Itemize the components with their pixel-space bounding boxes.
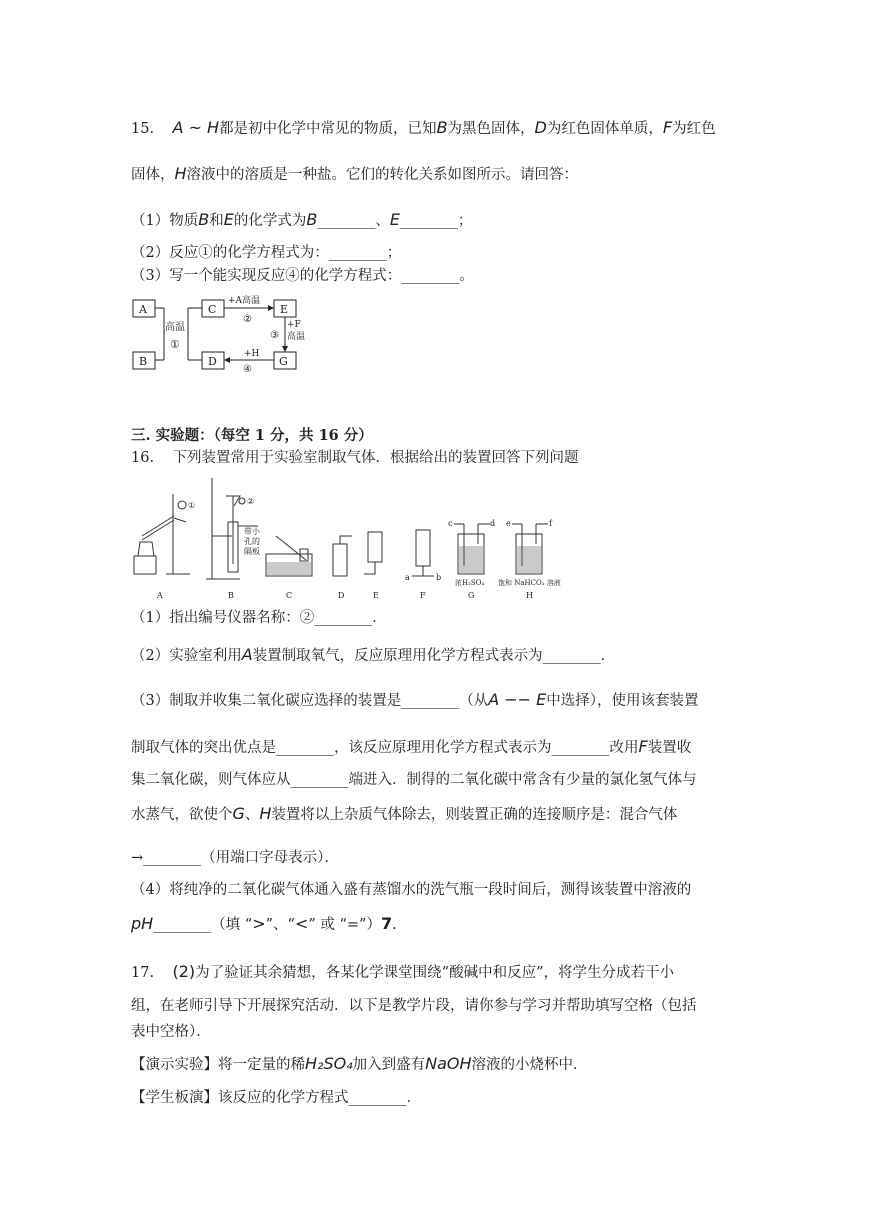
conversion-diagram: [128, 292, 318, 374]
var: D: [534, 118, 547, 137]
text: 溶液的小烧杯中．: [471, 1057, 588, 1073]
symbol-gt: >: [252, 914, 266, 933]
q16-sub4: （4）将纯净的二氧化碳气体通入盛有蒸馏水的洗气瓶一段时间后，测得该装置中溶液的: [131, 882, 692, 898]
plate-label-1: 带小: [244, 527, 260, 536]
cond-r3-gaowen: 高温: [287, 332, 306, 342]
port-a: a: [405, 573, 410, 582]
port-c: c: [448, 519, 453, 528]
h-liquid: 饱和 NaHCO₃ 溶液: [498, 579, 561, 587]
question-number: 17.: [131, 965, 155, 981]
q15-line2: [131, 164, 578, 185]
q16-sub3-line2: [131, 737, 691, 758]
text: （2）实验室利用: [131, 648, 242, 664]
text: 和: [209, 213, 224, 229]
text: 为红色固体单质，: [546, 121, 663, 137]
text: 装置将以上杂质气体除去，则装置正确的连接顺序是：混合气体: [271, 807, 678, 823]
app-name-a: A: [157, 591, 163, 600]
var: E: [223, 210, 234, 229]
q17-line1: [131, 962, 674, 983]
g-liquid: 浓H₂SO₄: [455, 579, 485, 587]
node-g: G: [279, 355, 288, 368]
text: 中选择），使用该套装置: [546, 693, 699, 709]
port-f: f: [549, 519, 552, 528]
text: 制取气体的突出优点是________，该反应原理用化学方程式表示为________改用: [131, 740, 639, 756]
q16-sub3-line3: 集二氧化碳，则气体应从________端进入．制得的二氧化碳中常含有少量的氯化氢气体与: [131, 772, 697, 788]
q16-sub4-line2: [131, 914, 397, 935]
var: F: [638, 737, 648, 756]
cond-r3-f: +F: [287, 320, 301, 330]
q17-demo: [131, 1054, 588, 1075]
section-heading: 三. 实验题：（每空 1 分，共 16 分）: [131, 427, 373, 444]
text: 为黑色固体，: [447, 121, 535, 137]
label-1: ①: [188, 501, 196, 510]
var-a-h: A ~ H: [172, 118, 220, 137]
q16-stem: [131, 448, 579, 468]
q15-sub2: （2）反应①的化学方程式为：________；: [131, 245, 402, 261]
text: ________；: [399, 213, 473, 229]
text: 水蒸气，欲使个: [131, 807, 233, 823]
var: B: [198, 210, 210, 229]
q17-line3: 表中空格）．: [131, 1024, 211, 1040]
var: E: [389, 210, 400, 229]
app-name-f: F: [420, 591, 426, 600]
var: A −− E: [488, 690, 547, 709]
q16-sub1: （1）指出编号仪器名称：②________．: [131, 610, 387, 626]
cond-gaowen: 高温: [165, 322, 185, 333]
q16-sub2: [131, 645, 615, 666]
port-e: e: [506, 519, 511, 528]
formula-naoh: NaOH: [425, 1054, 472, 1073]
cond-r2: +A高温: [228, 296, 261, 306]
q15-sub3: （3）写一个能实现反应④的化学方程式：________。: [131, 268, 474, 284]
number-seven: 7: [380, 914, 393, 933]
var: H: [259, 804, 272, 823]
var: B: [436, 118, 448, 137]
text: 装置收: [647, 740, 692, 756]
var: H: [174, 164, 187, 183]
node-d: D: [208, 355, 217, 368]
text: 都是初中化学中常见的物质，已知: [219, 121, 437, 137]
var: F: [662, 118, 673, 137]
reaction-1: ①: [170, 338, 180, 351]
var: B: [306, 210, 318, 229]
var-ph: pH: [131, 914, 154, 933]
text: ________（填 “: [153, 917, 253, 933]
app-name-c: C: [286, 591, 293, 600]
q16-sub3-line5: →________（用端口字母表示）．: [131, 850, 339, 866]
text: 溶液中的溶质是一种盐。它们的转化关系如图所示。请回答：: [186, 167, 579, 183]
text: .: [392, 917, 397, 933]
app-name-h: H: [526, 591, 533, 600]
port-d: d: [490, 519, 496, 528]
plate-label-3: 隔板: [244, 547, 260, 556]
question-number: 15.: [131, 121, 155, 137]
reaction-2: ②: [243, 314, 252, 325]
app-name-e: E: [373, 591, 379, 600]
text: 、: [244, 807, 260, 823]
q15-line1: [131, 118, 716, 139]
text: 下列装置常用于实验室制取气体．根据给出的装置回答下列问题: [172, 450, 579, 466]
text: 为了验证其余猜想，各某化学课堂围绕“酸碱中和反应”，将学生分成若干小: [195, 965, 674, 981]
node-b: B: [139, 355, 148, 368]
label-2: ②: [247, 497, 255, 506]
var: G: [232, 804, 245, 823]
q17-line2: 组，在老师引导下开展探究活动．以下是教学片段，请你参与学习并帮助填写空格（包括: [131, 998, 697, 1014]
app-name-d: D: [338, 591, 345, 600]
plate-label-2: 孔的: [244, 537, 260, 546]
q16-sub3: [131, 690, 699, 711]
q17-board: 【学生板演】该反应的化学方程式________．: [131, 1090, 421, 1106]
text: （3）制取并收集二氧化碳应选择的装置是________（从: [131, 693, 489, 709]
text: （1）物质: [131, 213, 199, 229]
cond-r4: +H: [244, 349, 260, 359]
apparatus-figure: [128, 474, 578, 602]
node-c: C: [208, 303, 217, 316]
q16-sub3-line4: [131, 804, 677, 825]
paren-2: (2): [172, 962, 196, 981]
node-e: E: [280, 303, 289, 316]
text: 固体，: [131, 167, 175, 183]
text: 装置制取氧气，反应原理用化学方程式表示为________．: [252, 648, 616, 664]
reaction-4: ④: [243, 364, 252, 374]
node-a: A: [139, 303, 147, 316]
app-name-b: B: [228, 591, 234, 600]
text: ________、: [317, 213, 390, 229]
text: 【演示实验】将一定量的稀: [131, 1057, 305, 1073]
app-name-g: G: [468, 591, 475, 600]
text: 的化学式为: [233, 213, 307, 229]
formula-h2so4: H₂SO₄: [305, 1054, 353, 1073]
text: 加入到盛有: [352, 1057, 426, 1073]
q15-sub1: [131, 210, 472, 231]
reaction-3: ③: [270, 330, 279, 341]
text: ” 或 “=”）: [308, 917, 381, 933]
text: 为红色: [672, 121, 716, 137]
port-b: b: [436, 573, 442, 582]
question-number: 16.: [131, 450, 155, 466]
text: ”、“: [265, 917, 295, 933]
symbol-lt: <: [294, 914, 309, 933]
var: A: [241, 645, 253, 664]
